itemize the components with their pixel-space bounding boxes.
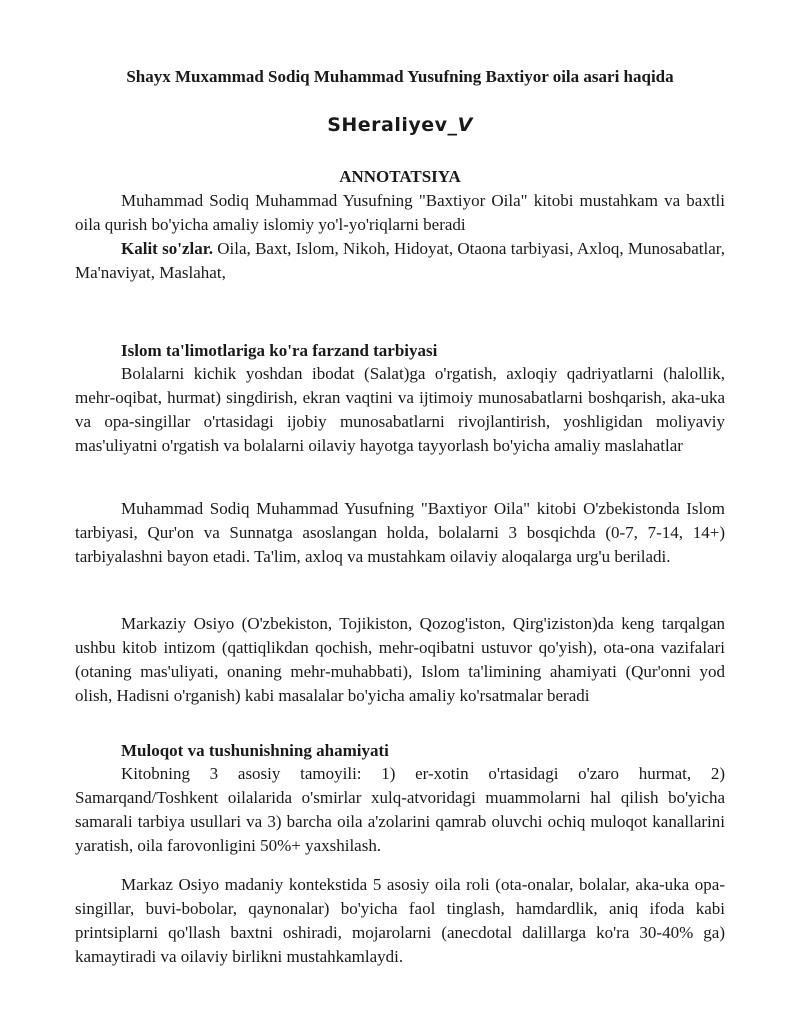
section1-paragraph-3-block (75, 612, 725, 708)
author-name (0, 113, 800, 137)
section2-paragraph-2-block (75, 873, 725, 969)
author-name-main: SHeraliyev_ (327, 114, 458, 136)
section1-paragraph-2: Muhammad Sodiq Muhammad Yusufning "Baxtiyor Oila" kitobi O'zbekistonda Islom tarbiyasi, Qur'on va Sunnatga asoslangan holda, bolalarni 3 bosqichda (0-7, 7-14, 14+) tarbiyalashni bayon etadi. Ta'lim, axloq va mustahkam oilaviy aloqalarga urg'u beriladi. (75, 499, 725, 566)
author-name-initial: V (457, 114, 473, 136)
section1-paragraph-3: Markaziy Osiyo (O'zbekiston, Tojikiston, Qozog'iston, Qirg'iziston)da keng tarqalgan ushbu kitob intizom (qattiqlikdan qochish, mehr-oqibatni ustuvor qo'yish), ota-ona vazifalari (otaning mas'uliyati, onaning mehr-muhabbati), Islom ta'limining ahamiyati (Qur'onni yod olish, Hadisni o'rganish) kabi masalalar bo'yicha amaliy ko'rsatmalar beradi (75, 614, 725, 705)
section2-paragraph-1-block (75, 762, 725, 858)
annotation-heading: ANNOTATSIYA (339, 167, 461, 186)
section2-paragraph-1: Kitobning 3 asosiy tamoyili: 1) er-xotin o'rtasidagi o'zaro hurmat, 2) Samarqand/Toshkent oilalarida o'smirlar xulq-atvoridagi muammolarni hal qilish bo'yicha samarali tarbiya usullari va 3) barcha oila a'zolarini qamrab oluvchi ochiq muloqot kanallarini yaratish, oila farovonligini 50%+ yaxshilash. (75, 764, 725, 855)
annotation-text: Muhammad Sodiq Muhammad Yusufning "Baxtiyor Oila" kitobi mustahkam va baxtli oila qurish bo'yicha amaliy islomiy yo'l-yo'riqlarni beradi (75, 191, 725, 234)
section2-heading: Muloqot va tushunishning ahamiyati (121, 741, 389, 760)
keywords-paragraph (75, 237, 725, 285)
document-title: Shayx Muxammad Sodiq Muhammad Yusufning Baxtiyor oila asari haqida (126, 67, 674, 86)
keywords-label: Kalit so'zlar. (121, 239, 213, 258)
keywords-text: Oila, Baxt, Islom, Nikoh, Hidoyat, Otaona tarbiyasi, Axloq, Munosabatlar, Ma'naviyat, Maslahat, (75, 239, 725, 282)
section1-paragraph-1-block (75, 362, 725, 458)
section2-paragraph-2: Markaz Osiyo madaniy kontekstida 5 asosiy oila roli (ota-onalar, bolalar, aka-uka opa-singillar, buvi-bobolar, qaynonalar) bo'yicha faol tinglash, hamdardlik, aniq ifoda kabi printsiplarni qo'llash baxtni oshiradi, mojarolarni (anecdotal dalillarga ko'ra 30-40% ga) kamaytiradi va oilaviy birlikni mustahkamlaydi. (75, 875, 725, 966)
section1-paragraph-1: Bolalarni kichik yoshdan ibodat (Salat)ga o'rgatish, axloqiy qadriyatlarni (halollik, mehr-oqibat, hurmat) singdirish, ekran vaqtini va ijtimoiy munosabatlarni boshqarish, aka-uka va opa-singillar o'rtasidagi ijobiy munosabatlarni rivojlantirish, yoshligidan moliyaviy mas'uliyatni o'rgatish va bolalarni oilaviy hayotga tayyorlash bo'yicha amaliy maslahatlar (75, 364, 725, 455)
annotation-block (75, 189, 725, 285)
section1-paragraph-2-block (75, 497, 725, 569)
section1-heading: Islom ta'limotlariga ko'ra farzand tarbiyasi (121, 341, 438, 360)
